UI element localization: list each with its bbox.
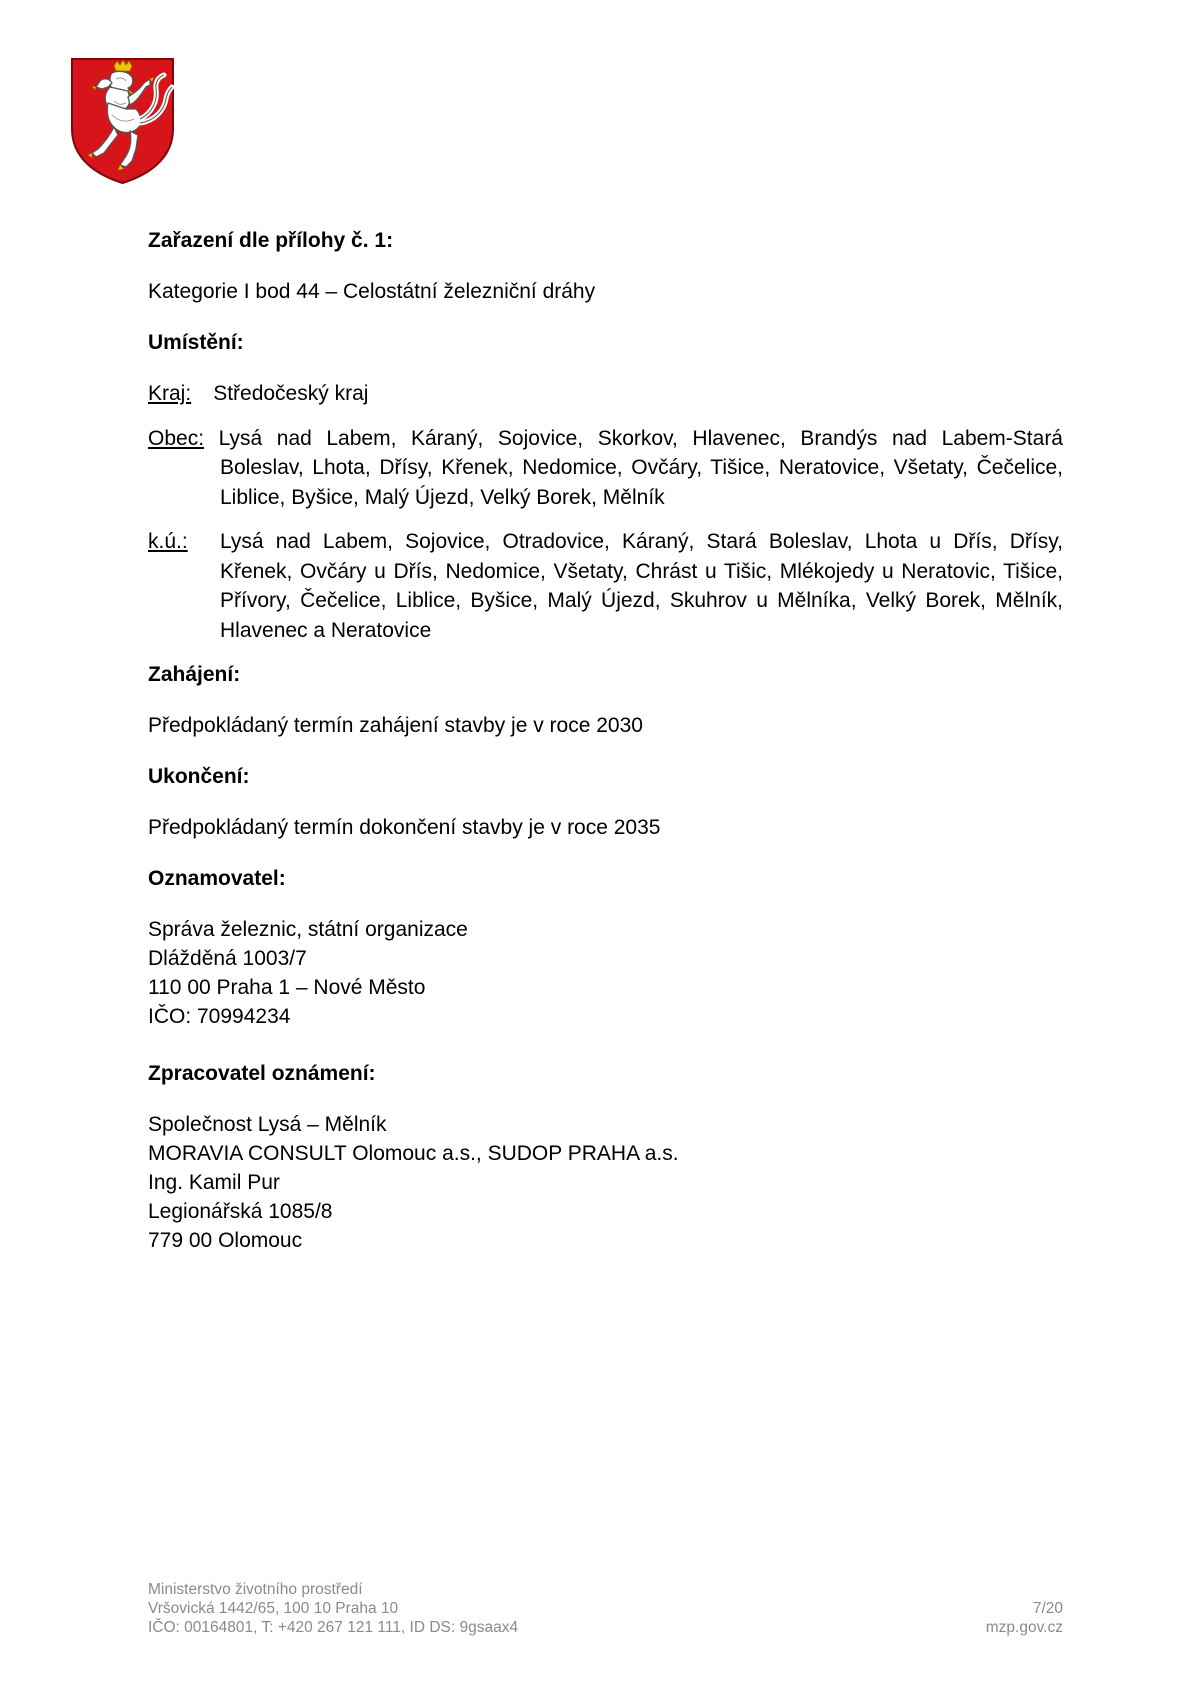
ukonceni-text: Předpokládaný termín dokončení stavby je v roce 2035 bbox=[148, 816, 661, 839]
footer-street: Vršovická 1442/65, 100 10 Praha 10 bbox=[148, 1600, 399, 1617]
document-body bbox=[148, 226, 1063, 1276]
ku-row bbox=[148, 527, 1063, 645]
zarazeni-heading: Zařazení dle přílohy č. 1: bbox=[148, 229, 394, 252]
oznamovatel-address bbox=[148, 915, 1063, 1031]
page-footer bbox=[148, 1580, 1063, 1637]
ku-label: k.ú.: bbox=[148, 530, 188, 553]
umisteni-heading: Umístění: bbox=[148, 331, 244, 354]
obec-value: Lysá nad Labem, Káraný, Sojovice, Skorkov, Hlavenec, Brandýs nad Labem-Stará Boleslav, Lhota, Dřísy, Křenek, Nedomice, Ovčáry, Tišice, Neratovice, Všetaty, Čečelice, Liblice, Byšice, Malý Újezd, Velký Borek, Mělník bbox=[218, 426, 1063, 509]
footer-ministry: Ministerstvo životního prostředí bbox=[148, 1581, 363, 1598]
kraj-row bbox=[148, 379, 1063, 409]
zahajeni-heading: Zahájení: bbox=[148, 663, 241, 686]
zahajeni-text: Předpokládaný termín zahájení stavby je v roce 2030 bbox=[148, 714, 643, 737]
oznamovatel-line: Dlážděná 1003/7 bbox=[148, 947, 307, 970]
oznamovatel-line: Správa železnic, státní organizace bbox=[148, 918, 468, 941]
zpracovatel-line: MORAVIA CONSULT Olomouc a.s., SUDOP PRAHA a.s. bbox=[148, 1142, 679, 1165]
obec-label: Obec: bbox=[148, 426, 205, 450]
kraj-value: Středočeský kraj bbox=[213, 382, 369, 405]
zpracovatel-line: Ing. Kamil Pur bbox=[148, 1171, 280, 1194]
obec-row bbox=[148, 424, 1063, 513]
zpracovatel-heading: Zpracovatel oznámení: bbox=[148, 1062, 376, 1085]
footer-website: mzp.gov.cz bbox=[985, 1619, 1063, 1636]
oznamovatel-heading: Oznamovatel: bbox=[148, 867, 286, 890]
oznamovatel-line: IČO: 70994234 bbox=[148, 1005, 291, 1028]
zpracovatel-line: Společnost Lysá – Mělník bbox=[148, 1113, 387, 1136]
kraj-label: Kraj: bbox=[148, 382, 192, 405]
ukonceni-heading: Ukončení: bbox=[148, 765, 250, 788]
ku-value: Lysá nad Labem, Sojovice, Otradovice, Káraný, Stará Boleslav, Lhota u Dřís, Dřísy, Křenek, Ovčáry u Dřís, Nedomice, Všetaty, Chrást u Tišic, Mlékojedy u Neratovic, Tišice, Přívory, Čečelice, Liblice, Byšice, Malý Újezd, Skuhrov u Mělníka, Velký Borek, Mělník, Hlavenec a Neratovice bbox=[220, 530, 1063, 642]
zarazeni-text: Kategorie I bod 44 – Celostátní železniční dráhy bbox=[148, 280, 596, 303]
zpracovatel-line: Legionářská 1085/8 bbox=[148, 1200, 333, 1223]
page-number: 7/20 bbox=[1032, 1600, 1063, 1617]
coat-of-arms-icon bbox=[70, 57, 175, 185]
footer-right bbox=[986, 1599, 1063, 1637]
zpracovatel-address bbox=[148, 1110, 1063, 1255]
oznamovatel-line: 110 00 Praha 1 – Nové Město bbox=[148, 976, 426, 999]
footer-address bbox=[148, 1580, 1063, 1637]
footer-contact: IČO: 00164801, T: +420 267 121 111, ID DS: 9gsaax4 bbox=[148, 1619, 519, 1636]
zpracovatel-line: 779 00 Olomouc bbox=[148, 1229, 303, 1252]
